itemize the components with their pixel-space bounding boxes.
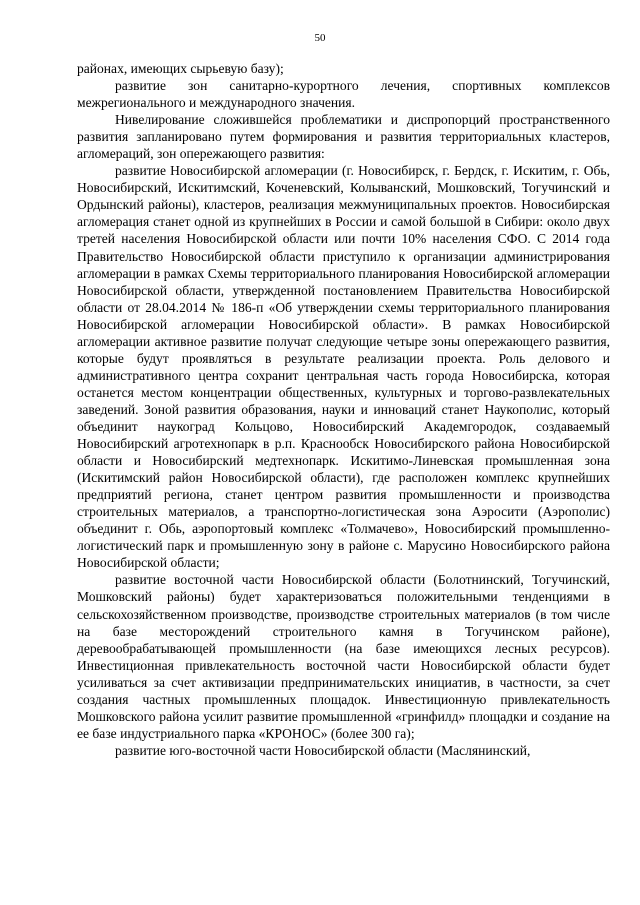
- document-body: [77, 60, 610, 759]
- page-number: 50: [314, 32, 326, 44]
- paragraph: Нивелирование сложившейся проблематики и диспропорций пространственного развития запланировано путем формирования и развития территориальных кластеров, агломераций, зон опережающего развития:: [77, 112, 610, 162]
- paragraph: развитие восточной части Новосибирской области (Болотнинский, Тогучинский, Мошковский районы) будет характеризоваться положительными тенденциями в сельскохозяйственном производстве, производстве строительных материалов (в том числе на базе месторождений строительного камня в Тогучинском районе), деревообрабатывающей промышленности (на базе имеющихся лесных ресурсов). Инвестиционная привлекательность восточной части Новосибирской области будет усиливаться за счет активизации предпринимательских инициатив, в частности, за счет создания частных промышленных площадок. Инвестиционную привлекательность Мошковского района усилит развитие промышленной «гринфилд» площадки и создание на ее базе индустриального парка «КРОНОС» (более 300 га);: [77, 572, 610, 741]
- paragraph: развитие зон санитарно-курортного лечения, спортивных комплексов межрегионального и международного значения.: [77, 78, 610, 111]
- paragraph: развитие Новосибирской агломерации (г. Новосибирск, г. Бердск, г. Искитим, г. Обь, Новосибирский, Искитимский, Коченевский, Колыванский, Мошковский, Тогучинский и Ордынский районы), кластеров, реализация межмуниципальных проектов. Новосибирская агломерация станет одной из крупнейших в России и самой большой в Сибири: около двух третей населения Новосибирской области или почти 10% населения СФО. С 2014 года Правительство Новосибирской области приступило к организации администрирования агломерации в рамках Схемы территориального планирования Новосибирской агломерации Новосибирской области, утвержденной постановлением Правительства Новосибирской области от 28.04.2014 № 186-п «Об утверждении схемы территориального планирования Новосибирской агломерации Новосибирской области». В рамках Новосибирской агломерации активное развитие получат следующие четыре зоны опережающего развития, которые будут проявляться в результате реализации проекта. Роль делового и административного центра сохранит центральная часть города Новосибирска, которая останется местом концентрации общественных, культурных и торгово-развлекательных заведений. Зоной развития образования, науки и инноваций станет Наукополис, который объединит наукоград Кольцово, Новосибирский Академгородок, создаваемый Новосибирский агротехнопарк в р.п. Краснообск Новосибирского района Новосибирской области и Новосибирский медтехнопарк. Искитимо-Линевская промышленная зона (Искитимский район Новосибирской области), где расположен комплекс крупнейших предприятий региона, станет центром развития промышленности и производства строительных материалов, а транспортно-логистическая зона Аэросити (Аэрополис) объединит г. Обь, аэропортовый комплекс «Толмачево», Новосибирский промышленно-логистический парк и промышленную зону в районе с. Марусино Новосибирского района Новосибирской области;: [77, 163, 610, 571]
- paragraph: районах, имеющих сырьевую базу);: [77, 61, 284, 76]
- paragraph: развитие юго-восточной части Новосибирской области (Маслянинский,: [115, 742, 531, 758]
